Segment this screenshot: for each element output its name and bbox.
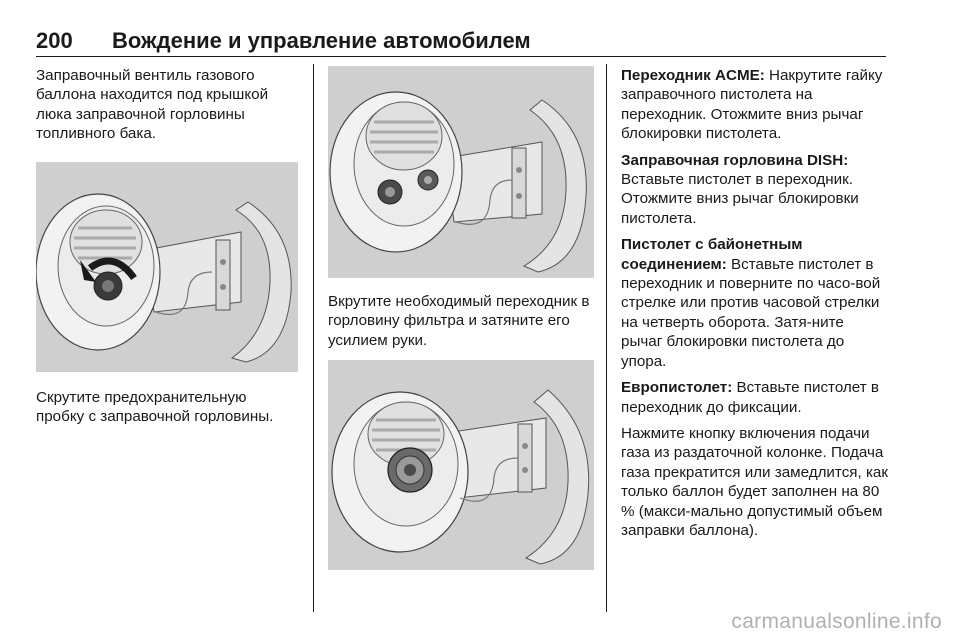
intro-paragraph: Заправочный вентиль газового баллона находится под крышкой люка заправочной горловины топливного бака. <box>36 67 269 143</box>
dish-text: Вставьте пистолет в переходник. Отожмите вниз рычаг блокировки пистолета. <box>621 171 859 227</box>
acme-label: Переходник ACME: <box>621 67 765 84</box>
euro-paragraph <box>621 378 889 417</box>
bayonet-paragraph <box>621 235 889 371</box>
watermark: carmanualsonline.info <box>731 610 942 633</box>
illustration-unscrew-cap <box>36 162 298 372</box>
illustration-insert-adapter <box>328 66 594 278</box>
euro-text: Вставьте пистолет в переходник до фиксации. <box>621 379 879 416</box>
bayonet-text: Вставьте пистолет в переходник и поверните по часо-вой стрелке или против часовой стрелки на четверть оборота. Затя-ните рычаг блокировки пистолета до упора. <box>621 255 881 370</box>
adapter-paragraph: Вкрутите необходимый переходник в горловину фильтра и затяните его усилием руки. <box>328 293 590 349</box>
dish-paragraph <box>621 151 889 229</box>
column-2 <box>328 66 594 570</box>
column-divider <box>313 64 314 612</box>
bayonet-label: Пистолет с байонетным соединением: <box>621 236 803 273</box>
column-1 <box>36 66 298 433</box>
final-paragraph: Нажмите кнопку включения подачи газа из раздаточной колонке. Подача газа прекратится или замедлится, как только баллон будет заполнен на 80 % (макси-мально допустимый объем заправки баллона). <box>621 424 889 539</box>
illustration-adapter-installed <box>328 360 594 570</box>
euro-label: Европистолет: <box>621 379 733 397</box>
column-divider <box>606 64 607 612</box>
column-3 <box>621 66 889 547</box>
acme-paragraph <box>621 66 889 144</box>
page-number: 200 <box>36 28 73 53</box>
dish-label: Заправочная горловина DISH: <box>621 151 849 169</box>
chapter-title: Вождение и управление автомобилем <box>112 28 531 53</box>
acme-text: Накрутите гайку заправочного пистолета на переходник. Отожмите вниз рычаг блокировки пистолета. <box>621 67 883 143</box>
unscrew-paragraph: Скрутите предохранительную пробку с заправочной горловины. <box>36 388 274 426</box>
page-header <box>36 22 886 57</box>
